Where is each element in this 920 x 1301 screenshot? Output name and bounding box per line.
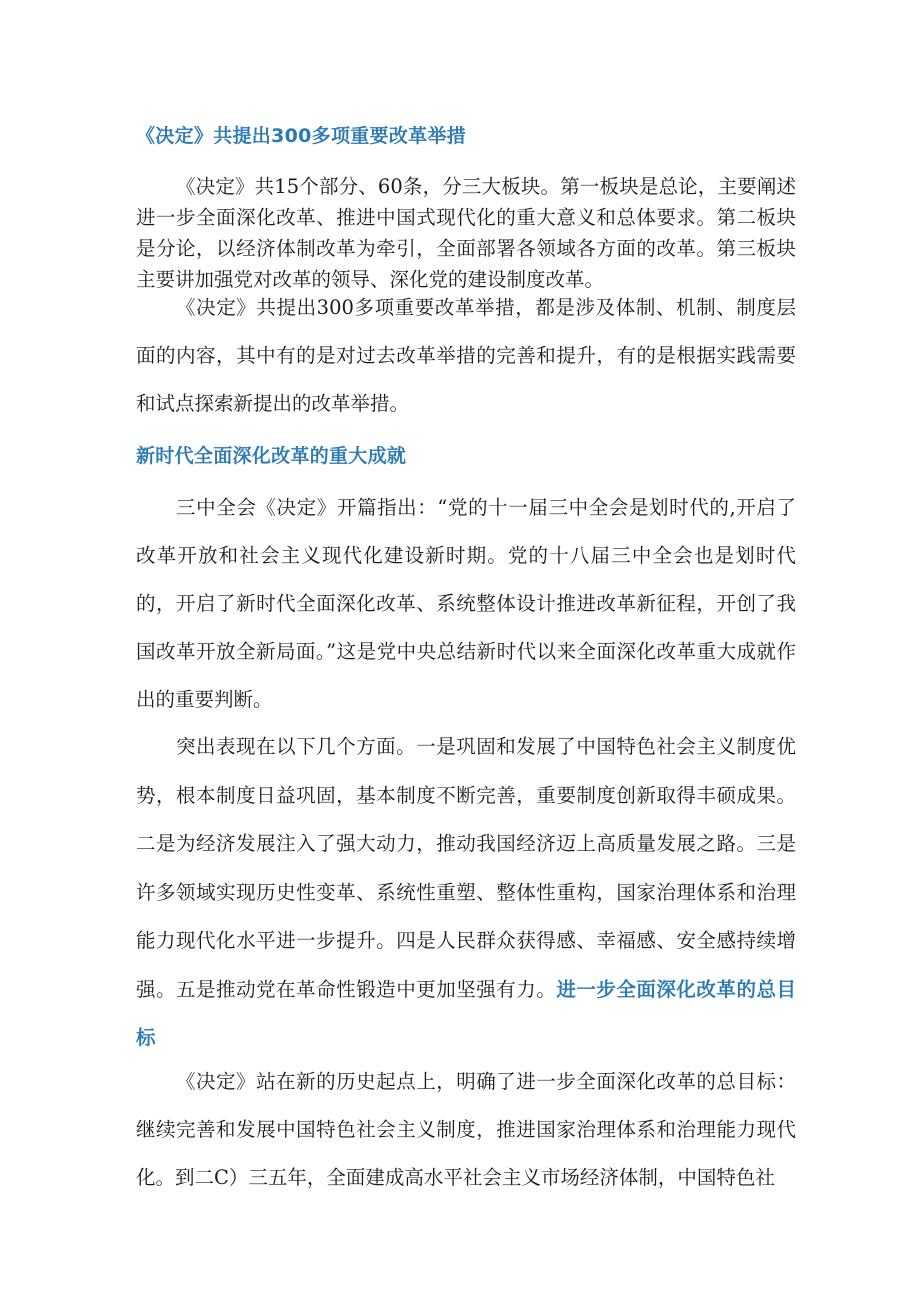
section-heading-overall-goal: 进一步全面深化改革的总目标 — [136, 977, 796, 1049]
paragraph-plenum-statement: 三中全会《决定》开篇指出：“党的十一届三中全会是划时代的,开启了改革开放和社会主义现代化建设新时期。党的十八届三中全会也是划时代的，开启了新时代全面深化改革、系统整体设计推进改革新征程，开创了我国改革开放全新局面。”这是党中央总结新时代以来全面深化改革重大成就作出的重要判断。 — [136, 496, 796, 711]
section-heading-achievements: 新时代全面深化改革的重大成就 — [136, 445, 407, 467]
paragraph-achievements-text: 突出表现在以下几个方面。一是巩固和发展了中国特色社会主义制度优势，根本制度日益巩固，基本制度不断完善，重要制度创新取得丰硕成果。二是为经济发展注入了强大动力，推动我国经济迈上高质量发展之路。三是许多领域实现历史性变革、系统性重塑、整体性重构，国家治理体系和治理能力现代化水平进一步提升。四是人民群众获得感、幸福感、安全感持续增强。五是推动党在革命性锻造中更加坚强有力。 — [136, 735, 796, 1001]
paragraph-achievements-list — [136, 723, 796, 1063]
paragraph-overall-goal: 《决定》站在新的历史起点上，明确了进一步全面深化改革的总目标：继续完善和发展中国特色社会主义制度，推进国家治理体系和治理能力现代化。到二C）三五年，全面建成高水平社会主义市场经济体制，中国特色社 — [136, 1070, 796, 1189]
paragraph-structure: 《决定》共15个部分、60条，分三大板块。第一板块是总论，主要阐述进一步全面深化改革、推进中国式现代化的重大意义和总体要求。第二板块是分论，以经济体制改革为牵引，全面部署各领域各方面的改革。第三板块主要讲加强党对改革的领导、深化党的建设制度改革。 — [136, 175, 796, 291]
section-heading-reform-measures: 《决定》共提出300多项重要改革举措 — [136, 125, 467, 147]
paragraph-measures: 《决定》共提出300多项重要改革举措，都是涉及体制、机制、制度层面的内容，其中有的是对过去改革举措的完善和提升，有的是根据实践需要和试点探索新提出的改革举措。 — [136, 296, 796, 415]
